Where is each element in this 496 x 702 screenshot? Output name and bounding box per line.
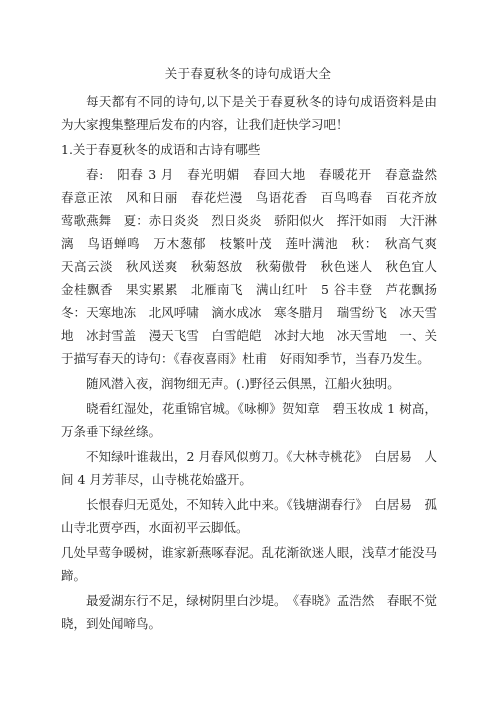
poem-paragraph: 最爱湖东行不足，绿树阴里白沙堤。 《春晓》孟浩然 春眠不觉晓，到处闻啼鸟。 bbox=[61, 593, 437, 631]
document-body bbox=[61, 90, 450, 637]
page-title: 关于春夏秋冬的诗句成语大全 bbox=[164, 66, 332, 81]
poem-paragraph: 随风潜入夜，润物细无声。(.)野径云俱黑，江船火独明。 bbox=[86, 376, 400, 391]
section-heading: 1.关于春夏秋冬的成语和古诗有哪些 bbox=[61, 142, 261, 157]
intro-paragraph: 每天都有不同的诗句,以下是关于春夏秋冬的诗句成语资料是由为大家搜集整理后发布的内容，让我们赶快学习吧！ bbox=[61, 94, 437, 132]
poem-paragraph: 几处早莺争暖树，谁家新燕啄春泥。乱花渐欲迷人眼，浅草才能没马蹄。 bbox=[61, 545, 437, 583]
poem-paragraph: 晓看红湿处，花重锦官城。《咏柳》贺知章 碧玉妆成 1 树高，万条垂下绿丝绦。 bbox=[61, 401, 437, 439]
idioms-paragraph: 春: 阳春 3 月 春光明媚 春回大地 春暖花开 春意盎然 春意正浓 风和日丽 春花烂漫 鸟语花香 百鸟鸣春 百花齐放 莺歌燕舞 夏：赤日炎炎 烈日炎炎 骄阳似火 挥汗如雨 大汗淋漓 鸟语蝉鸣 万木葱郁 枝繁叶茂 莲叶满池 秋： 秋高气爽 天高云淡 秋风送爽 秋菊怒放 秋菊傲骨 秋色迷人 秋色宜人 金桂飘香 果实累累 北雁南飞 满山红叶 5 谷丰登 芦花飘扬 冬：天寒地冻 北风呼啸 滴水成冰 寒冬腊月 瑞雪纷飞 冰天雪地 冰封雪盖 漫天飞雪 白雪皑皑 冰封大地 冰天雪地 一、关于描写春天的诗句：《春夜喜雨》杜甫 好雨知季节，当春乃发生。 bbox=[61, 167, 450, 366]
poem-paragraph: 不知绿叶谁裁出，2 月春风似剪刀。《大林寺桃花》 白居易 人间 4 月芳菲尽，山寺桃花始盛开。 bbox=[61, 449, 437, 487]
poem-paragraph: 长恨春归无觅处，不知转入此中来。《钱塘湖春行》 白居易 孤山寺北贾亭西，水面初平云脚低。 bbox=[61, 497, 437, 535]
